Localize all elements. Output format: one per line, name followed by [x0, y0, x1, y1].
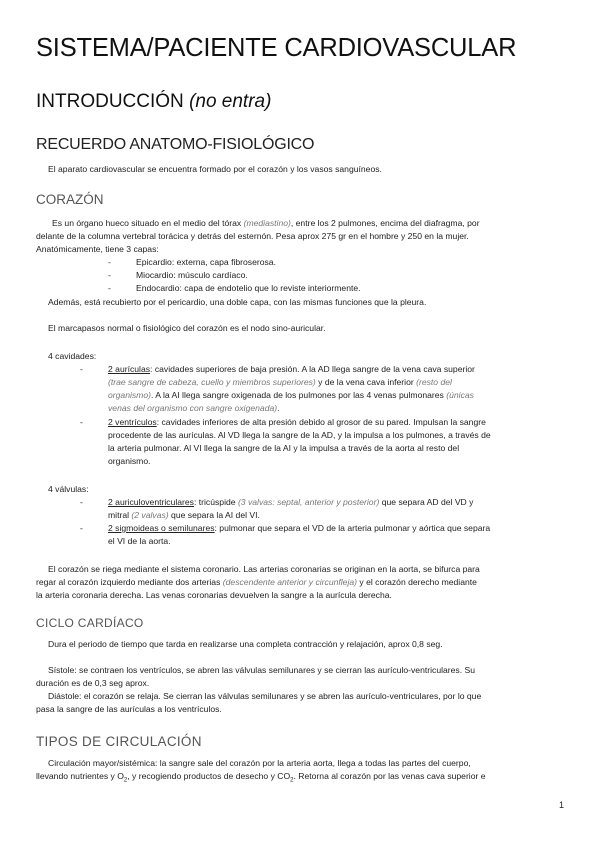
- diastole-line-2: pasa la sangre de las aurículas a los ventrículos.: [36, 704, 222, 714]
- list-item: [108, 269, 361, 282]
- list-item-text: Miocardio: músculo cardíaco.: [136, 270, 248, 280]
- list-item-cont: [108, 389, 548, 402]
- cavidades-label: 4 cavidades:: [48, 351, 97, 361]
- subscript: 2: [290, 777, 294, 784]
- list-item-cont: la arteria pulmonar. Al VI llega la sangre de la AI y la impulsa a través de la aorta al resto del: [108, 443, 460, 453]
- recuerdo-text: El aparato cardiovascular se encuentra formado por el corazón y los vasos sanguíneos.: [48, 164, 382, 174]
- cavidades-list: [80, 363, 548, 415]
- tipos-heading: TIPOS DE CIRCULACIÓN: [36, 734, 202, 749]
- list-item-text: Epicardio: externa, capa fibroserosa.: [136, 257, 276, 267]
- subscript: 2: [123, 777, 128, 784]
- text-run-italic: (resto del: [416, 377, 452, 387]
- list-item-cont: [108, 509, 558, 522]
- ventriculos-list: [80, 416, 548, 468]
- intro-note: (no entra): [189, 91, 272, 112]
- page-number: 1: [558, 800, 564, 810]
- text-run: : pulmonar que separa el VD de la arteria pulmonar y aórtica que separa: [214, 523, 491, 533]
- text-run-italic: (trae sangre de cabeza, cuello y miembros superiores): [108, 377, 316, 387]
- list-item-cont: organismo.: [108, 456, 151, 466]
- text-run-italic: organismo): [108, 390, 151, 400]
- ciclo-heading: CICLO CARDÍACO: [36, 616, 144, 630]
- list-item-cont: procedente de las aurículas. Al VD llega la sangre de la AD, y la impulsa a los pulmones, a través de: [108, 430, 491, 440]
- dash-marker: -: [80, 364, 83, 374]
- text-run: , y recogiendo productos de desecho y CO: [127, 771, 291, 781]
- valvulas-label: 4 válvulas:: [48, 484, 89, 494]
- corazon-paragraph-1a: [52, 217, 480, 230]
- text-run-italic: venas del organismo con sangre oxigenada): [108, 403, 278, 413]
- list-item: [80, 363, 548, 376]
- text-run: : cavidades superiores de baja presión. A la AD llega sangre de la vena cava superior: [150, 364, 475, 374]
- recuerdo-heading: RECUERDO ANATOMO-FISIOLÓGICO: [36, 136, 315, 153]
- list-item-cont: el VI de la aorta.: [108, 536, 171, 546]
- corazon-paragraph-1c: Anatómicamente, tiene 3 capas:: [36, 244, 159, 254]
- dash-marker: -: [108, 270, 111, 280]
- text-run-italic: (3 valvas: septal, anterior y posterior): [237, 497, 380, 507]
- text-run: : tricúspide: [193, 497, 238, 507]
- list-item: [108, 256, 361, 269]
- ciclo-definition: Dura el periodo de tiempo que tarda en realizarse una completa contracción y relajación, aprox 0,8 seg.: [48, 639, 443, 649]
- dash-marker: -: [80, 523, 83, 533]
- list-item: [80, 522, 558, 535]
- corazon-paragraph-1b: delante de la columna vertebral torácica y detrás del esternón. Pesa aprox 275 gr en el hombre y 250 en la mujer.: [36, 231, 469, 241]
- text-run-italic: (únicas: [446, 390, 474, 400]
- riego-line-1: El corazón se riega mediante el sistema coronario. Las arterias coronarias se originan en la aorta, se bifurca para: [48, 564, 480, 574]
- text-run: llevando nutrientes y O: [36, 771, 124, 781]
- diastole-line-1: Diástole: el corazón se relaja. Se cierran las válvulas semilunares y se abren las aurículo-ventriculares, por lo que: [48, 691, 482, 701]
- term-ventriculos: 2 ventrículos: [108, 417, 157, 427]
- pericardio-text: Además, está recubierto por el pericardio, una doble capa, con las mismas funciones que la pleura.: [48, 297, 427, 307]
- list-item-cont: [108, 376, 548, 389]
- term-semilunares: 2 sigmoideas o semilunares: [108, 523, 215, 533]
- riego-line-2: [36, 576, 477, 589]
- dash-marker: -: [108, 283, 111, 293]
- valvulas-list: [80, 496, 558, 548]
- text-run-italic: (2 valvas): [131, 510, 169, 520]
- dash-marker: -: [80, 417, 83, 427]
- sistole-line-1: Sístole: se contraen los ventrículos, se abren las válvulas semilunares y se cierran las aurículo-ventriculares. Su: [48, 665, 476, 675]
- list-item: [108, 282, 361, 295]
- list-item: [80, 416, 548, 429]
- text-run: mitral: [108, 510, 132, 520]
- text-run-italic: (descendente anterior y circunfleja): [222, 577, 358, 587]
- text-run: regar al corazón izquierdo mediante dos arterias: [36, 577, 223, 587]
- tipos-line-2: [36, 770, 486, 788]
- intro-label: INTRODUCCIÓN: [36, 91, 184, 112]
- text-run: y el corazón derecho mediante: [357, 577, 477, 587]
- text-run: que separa AD del VD y: [379, 497, 474, 507]
- riego-line-3: la arteria coronaria derecha. Las venas coronarias devuelven la sangre a la aurícula derecha.: [36, 590, 392, 600]
- marcapasos-text: El marcapasos normal o fisiológico del corazón es el nodo sino-auricular.: [48, 323, 326, 333]
- list-item: [80, 496, 558, 509]
- text-run: y de la vena cava inferior: [315, 377, 417, 387]
- text-run: . A la AI llega sangre oxigenada de los pulmones por las 4 venas pulmonares: [151, 390, 447, 400]
- list-item-text: Endocardio: capa de endotelio que lo reviste interiormente.: [136, 283, 361, 293]
- document-title: SISTEMA/PACIENTE CARDIOVASCULAR: [36, 34, 517, 62]
- text-run: , entre los 2 pulmones, encima del diafragma, por: [290, 218, 480, 228]
- tipos-line-1: Circulación mayor/sistémica: la sangre sale del corazón por la arteria aorta, llega a todas las partes del cuerpo,: [48, 758, 471, 768]
- text-run: .: [277, 403, 280, 413]
- term-auriculas: 2 aurículas: [108, 364, 151, 374]
- capas-list: [108, 256, 361, 295]
- text-run-italic: (mediastino): [243, 218, 291, 228]
- text-run: que separa la AI del VI.: [168, 510, 260, 520]
- intro-heading: [36, 91, 271, 113]
- list-item-cont: [108, 402, 548, 415]
- dash-marker: -: [108, 257, 111, 267]
- sistole-line-2: duración es de 0,3 seg aprox.: [36, 678, 150, 688]
- corazon-heading: CORAZÓN: [36, 192, 104, 207]
- text-run: . Retorna al corazón por las venas cava superior e: [293, 771, 486, 781]
- term-auriculoventriculares: 2 auriculoventriculares: [108, 497, 194, 507]
- dash-marker: -: [80, 497, 83, 507]
- text-run: Es un órgano hueco situado en el medio del tórax: [52, 218, 244, 228]
- text-run: : cavidades inferiores de alta presión debido al grosor de su pared. Impulsan la sangre: [156, 417, 486, 427]
